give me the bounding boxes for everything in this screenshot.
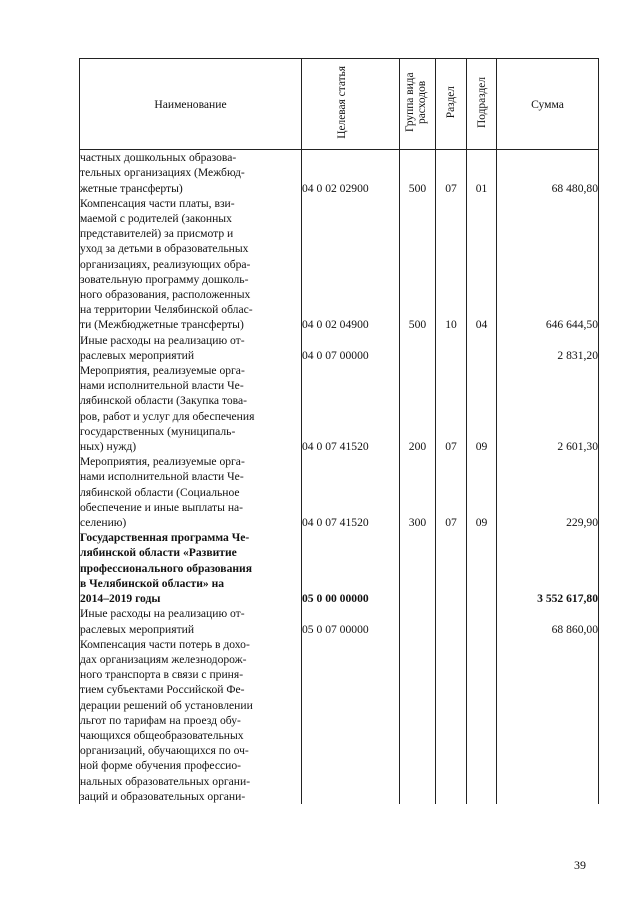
row-subsection: 01 bbox=[467, 150, 497, 196]
row-name-line: тельных организациях (Межбюд- bbox=[80, 166, 245, 180]
table-row bbox=[80, 333, 599, 363]
row-name-line: частных дошкольных образова- bbox=[80, 151, 237, 165]
row-sum: 2 601,30 bbox=[497, 363, 599, 454]
row-sum: 68 860,00 bbox=[497, 606, 599, 636]
row-section bbox=[436, 637, 467, 804]
header-name: Наименование bbox=[80, 59, 302, 150]
row-name-line: в Челябинской области» на bbox=[80, 576, 225, 590]
row-name-line: ной форме обучения профессио- bbox=[80, 759, 241, 773]
row-name-line: лябинской области (Социальное bbox=[80, 485, 240, 499]
row-name bbox=[80, 196, 302, 333]
budget-table bbox=[79, 58, 599, 804]
row-subsection bbox=[467, 530, 497, 606]
row-name bbox=[80, 363, 302, 454]
row-section bbox=[436, 333, 467, 363]
header-subsection: Подраздел bbox=[467, 59, 497, 150]
row-subsection bbox=[467, 637, 497, 804]
row-name-line: ных) нужд) bbox=[80, 440, 137, 454]
row-name bbox=[80, 454, 302, 530]
table-body bbox=[80, 150, 599, 804]
header-target: Целевая статья bbox=[302, 59, 400, 150]
row-name-line: раслевых мероприятий bbox=[80, 622, 195, 636]
table-row bbox=[80, 637, 599, 804]
row-group: 500 bbox=[400, 150, 436, 196]
row-group: 500 bbox=[400, 196, 436, 333]
row-name-line: дерации решений об установлении bbox=[80, 698, 253, 712]
row-name-line: лябинской области «Развитие bbox=[80, 546, 237, 560]
row-sum: 2 831,20 bbox=[497, 333, 599, 363]
row-group bbox=[400, 637, 436, 804]
table-row bbox=[80, 363, 599, 454]
row-sum bbox=[497, 637, 599, 804]
row-group: 300 bbox=[400, 454, 436, 530]
row-name bbox=[80, 333, 302, 363]
row-name-line: представителей) за присмотр и bbox=[80, 227, 234, 241]
row-name-line: профессионального образования bbox=[80, 561, 252, 575]
row-section bbox=[436, 606, 467, 636]
header-section: Раздел bbox=[436, 59, 467, 150]
header-group: Группа вида расходов bbox=[400, 59, 436, 150]
row-name-line: ного транспорта в связи с приня- bbox=[80, 668, 244, 682]
row-name-line: зовательную программу дошколь- bbox=[80, 272, 249, 286]
row-target-code: 04 0 02 02900 bbox=[302, 150, 400, 196]
row-name-line: Компенсация части платы, взи- bbox=[80, 196, 235, 210]
row-subsection: 09 bbox=[467, 363, 497, 454]
row-name-line: льгот по тарифам на проезд обу- bbox=[80, 713, 241, 727]
table-row bbox=[80, 150, 599, 196]
row-name-line: Иные расходы на реализацию от- bbox=[80, 607, 245, 621]
row-sum: 3 552 617,80 bbox=[497, 530, 599, 606]
row-target-code: 04 0 07 00000 bbox=[302, 333, 400, 363]
row-name-line: ров, работ и услуг для обеспечения bbox=[80, 409, 255, 423]
row-name-line: маемой с родителей (законных bbox=[80, 212, 232, 226]
row-subsection: 04 bbox=[467, 196, 497, 333]
row-name-line: уход за детьми в образовательных bbox=[80, 242, 249, 256]
row-target-code: 05 0 00 00000 bbox=[302, 530, 400, 606]
row-section: 07 bbox=[436, 150, 467, 196]
row-name-line: жетные трансферты) bbox=[80, 181, 183, 195]
row-name bbox=[80, 150, 302, 196]
row-group bbox=[400, 606, 436, 636]
row-group: 200 bbox=[400, 363, 436, 454]
row-name-line: чающихся общеобразовательных bbox=[80, 728, 244, 742]
row-name-line: Мероприятия, реализуемые орга- bbox=[80, 455, 245, 469]
row-name-line: нальных образовательных органи- bbox=[80, 774, 251, 788]
row-name-line: организациях, реализующих обра- bbox=[80, 257, 251, 271]
row-target-code: 04 0 02 04900 bbox=[302, 196, 400, 333]
row-name bbox=[80, 606, 302, 636]
row-name-line: обеспечение и иные выплаты на- bbox=[80, 500, 244, 514]
row-section: 07 bbox=[436, 363, 467, 454]
row-name-line: Компенсация части потерь в дохо- bbox=[80, 637, 250, 651]
row-name-line: раслевых мероприятий bbox=[80, 348, 195, 362]
row-subsection bbox=[467, 333, 497, 363]
row-group bbox=[400, 333, 436, 363]
row-target-code: 05 0 07 00000 bbox=[302, 606, 400, 636]
row-name-line: нами исполнительной власти Че- bbox=[80, 379, 244, 393]
row-section: 07 bbox=[436, 454, 467, 530]
row-sum: 646 644,50 bbox=[497, 196, 599, 333]
row-sum: 229,90 bbox=[497, 454, 599, 530]
row-name-line: заций и образовательных органи- bbox=[80, 789, 246, 803]
row-name-line: на территории Челябинской облас- bbox=[80, 303, 253, 317]
row-name-line: Мероприятия, реализуемые орга- bbox=[80, 364, 245, 378]
row-subsection bbox=[467, 606, 497, 636]
row-name-line: ти (Межбюджетные трансферты) bbox=[80, 318, 244, 332]
row-name-line: селению) bbox=[80, 516, 127, 530]
table-row bbox=[80, 530, 599, 606]
table-header-row bbox=[80, 59, 599, 150]
row-section: 10 bbox=[436, 196, 467, 333]
header-sum: Сумма bbox=[497, 59, 599, 150]
row-target-code: 04 0 07 41520 bbox=[302, 454, 400, 530]
row-name-line: тием субъектами Российской Фе- bbox=[80, 683, 245, 697]
row-name bbox=[80, 530, 302, 606]
row-target-code: 04 0 07 41520 bbox=[302, 363, 400, 454]
table-row bbox=[80, 606, 599, 636]
row-target-code bbox=[302, 637, 400, 804]
table-row bbox=[80, 196, 599, 333]
row-name-line: лябинской области (Закупка това- bbox=[80, 394, 247, 408]
row-section bbox=[436, 530, 467, 606]
row-name-line: ного образования, расположенных bbox=[80, 288, 251, 302]
row-name-line: Иные расходы на реализацию от- bbox=[80, 333, 245, 347]
table-row bbox=[80, 454, 599, 530]
page-number: 39 bbox=[574, 858, 586, 872]
row-subsection: 09 bbox=[467, 454, 497, 530]
row-name-line: нами исполнительной власти Че- bbox=[80, 470, 244, 484]
row-name-line: организаций, обучающихся по оч- bbox=[80, 744, 249, 758]
row-group bbox=[400, 530, 436, 606]
row-name-line: 2014–2019 годы bbox=[80, 592, 161, 606]
row-name-line: Государственная программа Че- bbox=[80, 531, 250, 545]
row-sum: 68 480,80 bbox=[497, 150, 599, 196]
row-name-line: дах организациям железнодорож- bbox=[80, 652, 247, 666]
row-name-line: государственных (муниципаль- bbox=[80, 424, 236, 438]
row-name bbox=[80, 637, 302, 804]
